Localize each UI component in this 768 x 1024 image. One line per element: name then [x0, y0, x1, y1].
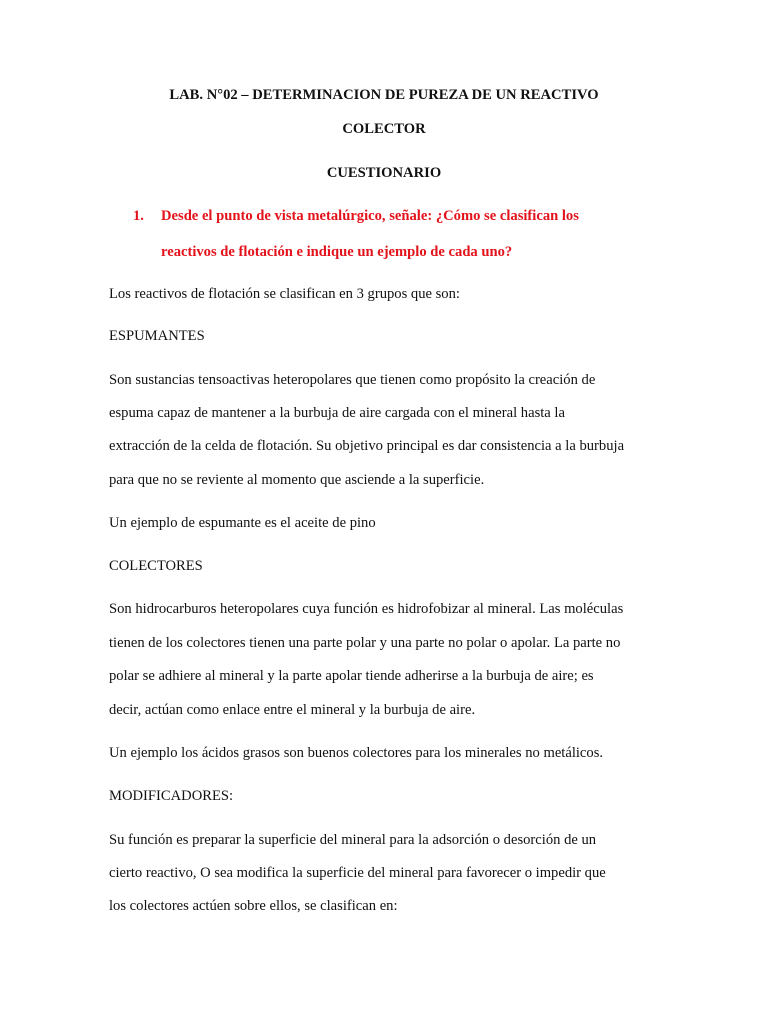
- modificadores-line: los colectores actúen sobre ellos, se clasifican en:: [109, 898, 398, 914]
- question-number: 1.: [133, 208, 144, 224]
- modificadores-line: cierto reactivo, O sea modifica la superficie del mineral para favorecer o impedir que: [109, 865, 606, 881]
- colectores-example: Un ejemplo los ácidos grasos son buenos colectores para los minerales no metálicos.: [109, 745, 604, 761]
- colectores-line: decir, actúan como enlace entre el mineral y la burbuja de aire.: [109, 702, 476, 718]
- document-title-continued: COLECTOR: [342, 121, 426, 137]
- document-title: LAB. N°02 – DETERMINACION DE PUREZA DE UN REACTIVO: [169, 87, 599, 103]
- colectores-line: Son hidrocarburos heteropolares cuya función es hidrofobizar al mineral. Las moléculas: [109, 601, 624, 617]
- espumantes-line: extracción de la celda de flotación. Su objetivo principal es dar consistencia a la burbuja: [109, 438, 625, 454]
- question-line: Desde el punto de vista metalúrgico, señale: ¿Cómo se clasifican los: [161, 208, 579, 224]
- modificadores-line: Su función es preparar la superficie del mineral para la adsorción o desorción de un: [109, 832, 597, 848]
- colectores-line: polar se adhiere al mineral y la parte apolar tiende adherirse a la burbuja de aire; es: [109, 668, 594, 684]
- espumantes-example: Un ejemplo de espumante es el aceite de pino: [109, 515, 376, 531]
- modificadores-heading: MODIFICADORES:: [109, 788, 234, 804]
- colectores-line: tienen de los colectores tienen una parte polar y una parte no polar o apolar. La parte no: [109, 635, 621, 651]
- colectores-heading: COLECTORES: [109, 558, 203, 574]
- espumantes-line: Son sustancias tensoactivas heteropolares que tienen como propósito la creación de: [109, 372, 596, 388]
- espumantes-heading: ESPUMANTES: [109, 328, 205, 344]
- intro-paragraph: Los reactivos de flotación se clasifican en 3 grupos que son:: [109, 286, 460, 302]
- section-heading: CUESTIONARIO: [326, 165, 442, 181]
- question-line: reactivos de flotación e indique un ejemplo de cada uno?: [161, 244, 513, 260]
- espumantes-line: espuma capaz de mantener a la burbuja de aire cargada con el mineral hasta la: [109, 405, 565, 421]
- espumantes-line: para que no se reviente al momento que asciende a la superficie.: [109, 472, 485, 488]
